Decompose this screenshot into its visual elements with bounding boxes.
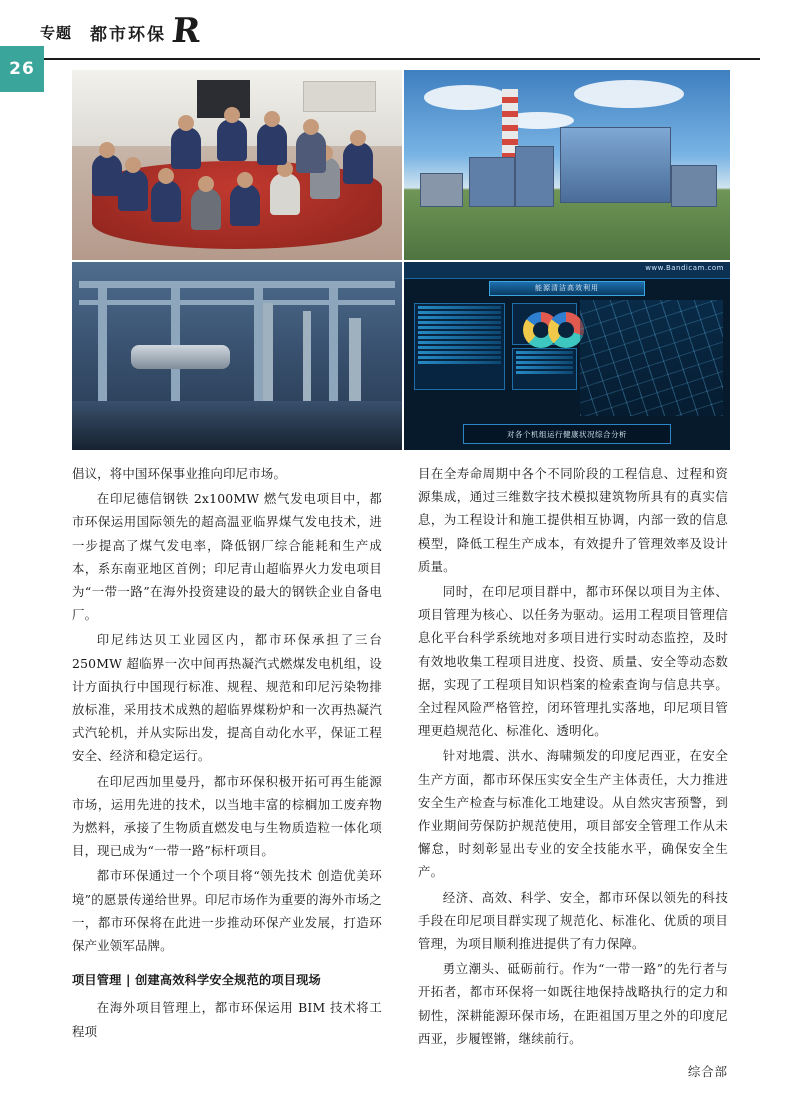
- data-row: [516, 366, 573, 369]
- air-conditioner-icon: [303, 81, 376, 111]
- data-row: [418, 321, 501, 324]
- cloud: [574, 80, 685, 109]
- article-signature: 综合部: [687, 1064, 728, 1080]
- person: [191, 188, 221, 230]
- watermark-label: www.Bandicam.com: [645, 264, 724, 272]
- paragraph: 在印尼西加里曼丹，都市环保积极开拓可再生能源市场，运用先进的技术，以当地丰富的棕榈加工废弃物为燃料，承接了生物质直燃发电与生物质造粒一体化项目，现已成为“一带一路”标杆项目。: [72, 773, 382, 859]
- page-header: [40, 11, 760, 60]
- page-number-label: 26: [9, 59, 35, 79]
- scada-dashboard-photo: [404, 262, 730, 450]
- data-row: [516, 351, 573, 354]
- photo-grid: [72, 70, 728, 448]
- article-column-right: [418, 462, 728, 1080]
- plant-building: [420, 173, 462, 207]
- plant-building: [671, 165, 717, 207]
- paragraph: 在海外项目管理上，都市环保运用 BIM 技术将工程项: [72, 1000, 382, 1039]
- pipe: [349, 318, 361, 405]
- dashboard-banner: 能源清洁高效利用: [489, 281, 645, 296]
- donut-chart: [548, 312, 584, 348]
- turbine-hall-photo: [72, 262, 402, 450]
- data-row: [418, 306, 501, 309]
- data-row: [516, 371, 573, 374]
- data-row: [418, 351, 501, 354]
- person: [296, 131, 326, 173]
- data-row: [418, 361, 501, 364]
- pipe: [303, 311, 311, 405]
- person: [230, 184, 260, 226]
- hall-floor: [72, 401, 402, 450]
- paragraph: 勇立潮头、砥砺前行。作为“一带一路”的先行者与开拓者，都市环保将一如既往地保持战略执行的定力和韧性，深耕能源环保市场，在距祖国万里之外的印度尼西亚，步履铿锵，继续前行。: [418, 961, 728, 1046]
- data-row: [516, 361, 573, 364]
- dashboard-caption: 对各个机组运行健康状况综合分析: [463, 424, 672, 445]
- data-row: [418, 356, 501, 359]
- data-row: [418, 346, 501, 349]
- data-row: [516, 356, 573, 359]
- paragraph: 针对地震、洪水、海啸频发的印度尼西亚，在安全生产方面，都市环保压实安全生产主体责任，大力推进安全生产检查与标准化工地建设。从自然灾害预警，到作业期间劳保防护规范使用，项目部安全管理工作从未懈怠，时刻彰显出专业的安全技能水平，确保安全生产。: [418, 748, 728, 880]
- article-column-left: [72, 462, 382, 1080]
- person: [118, 169, 148, 211]
- paragraph: 印尼纬达贝工业园区内，都市环保承担了三台 250MW 超临界一次中间再热凝汽式燃煤发电机组，设计方面执行中国现行标准、规程、规范和印尼污染物排放标准，采用技术成熟的超临界煤粉炉和一次再热凝汽式汽轮机，并从实际出发，提高自动化水平，保证工程安全、经济和稳定运行。: [72, 632, 382, 764]
- paragraph: 经济、高效、科学、安全，都市环保以领先的科技手段在印尼项目群实现了规范化、标准化、优质的项目管理，为项目顺利推进提供了有力保障。: [418, 889, 728, 952]
- article-subheading: 项目管理 | 创建高效科学安全规范的项目现场: [72, 973, 321, 988]
- plant-building: [515, 146, 554, 207]
- section-tag: 专题: [40, 24, 73, 42]
- crane-beam: [79, 300, 396, 305]
- data-row: [418, 316, 501, 319]
- paragraph: 倡议，将中国环保事业推向印尼市场。: [72, 466, 287, 481]
- person: [151, 180, 181, 222]
- trend-panel: [512, 348, 577, 389]
- paragraph: 目在全寿命周期中各个不同阶段的工程信息、过程和资源集成，通过三维数字技术模拟建筑物所具有的真实信息，为工程设计和施工提供相互协调，内部一致的信息模型，降低工程生产成本，有效提升了管理效率及设计质量。: [418, 466, 728, 574]
- chart-panel: [512, 303, 577, 344]
- person: [257, 123, 287, 165]
- header-divider: [40, 58, 760, 60]
- paragraph: 都市环保通过一个个项目将“领先技术 创造优美环境”的愿景传递给世界。印尼市场作为重要的海外市场之一，都市环保将在此进一步推动环保产业发展，打造环保产业领军品牌。: [72, 868, 382, 954]
- pipe: [263, 303, 273, 405]
- plant-building: [469, 157, 515, 206]
- paragraph: 同时，在印尼项目群中，都市环保以项目为主体、项目管理为核心、以任务为驱动。运用工程项目管理信息化平台科学系统地对多项目进行实时动态监控，及时有效地收集工程项目进度、投资、质量、安全等动态数据，实现了工程项目知识档案的检索查询与信息共享。全过程风险严格管控，闭环管理扎实落地，印尼项目管理更趋规范化、标准化、透明化。: [418, 584, 728, 739]
- crane-beam: [79, 281, 396, 288]
- page-number-badge: [0, 46, 44, 92]
- meeting-photo: [72, 70, 402, 260]
- turbine-unit: [131, 345, 230, 369]
- data-table-panel: [414, 303, 505, 389]
- masthead-brand-mark: R: [169, 11, 203, 51]
- data-row: [418, 326, 501, 329]
- data-row: [418, 336, 501, 339]
- power-plant-render-photo: [404, 70, 730, 260]
- masthead-logo: [90, 11, 203, 51]
- data-row: [418, 341, 501, 344]
- person: [171, 127, 201, 169]
- cloud: [424, 85, 509, 110]
- person: [270, 173, 300, 215]
- plant-building: [560, 127, 671, 203]
- person: [343, 142, 373, 184]
- data-row: [418, 311, 501, 314]
- data-row: [418, 331, 501, 334]
- person: [217, 119, 247, 161]
- article-body: [72, 462, 728, 1080]
- bim-model-view: [580, 300, 723, 417]
- paragraph: 在印尼德信钢铁 2x100MW 燃气发电项目中，都市环保运用国际领先的超高温亚临界煤气发电技术，进一步提高了煤气发电率，降低钢厂综合能耗和生产成本，系东南亚地区首例；印尼青山超临界火力发电项目为“一带一路”在海外投资建设的最大的钢铁企业自备电厂。: [72, 491, 382, 623]
- masthead-chinese-title: 都市环保: [90, 25, 166, 46]
